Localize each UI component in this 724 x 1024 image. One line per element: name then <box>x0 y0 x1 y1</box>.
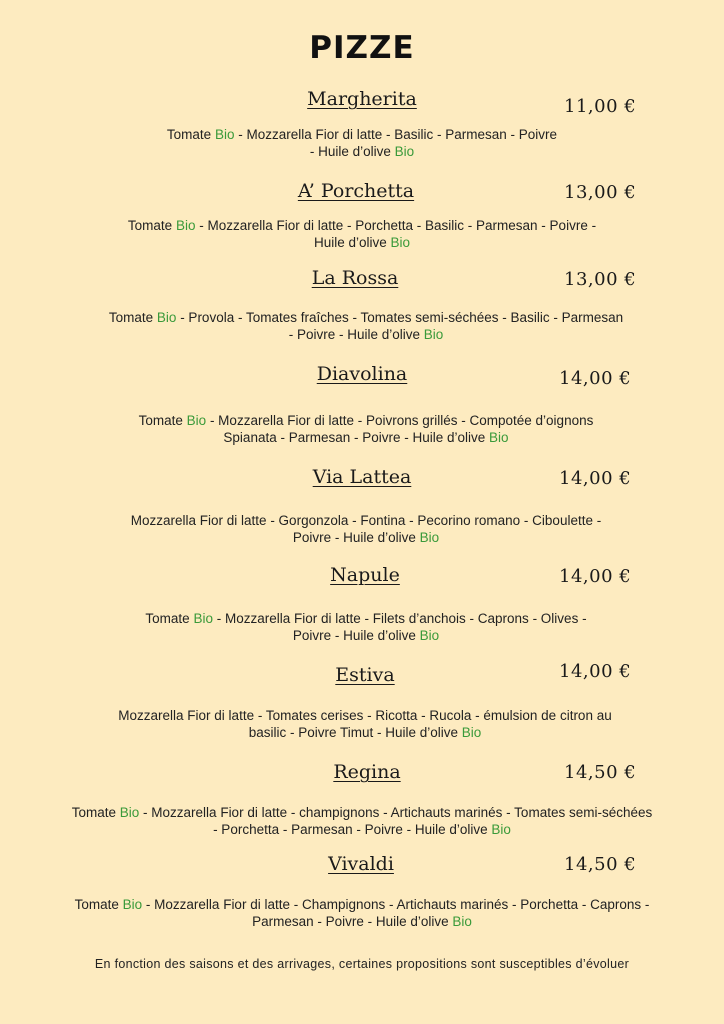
bio-label: Bio <box>423 327 444 342</box>
bio-label: Bio <box>461 725 482 740</box>
pizza-ingredients: Tomate Bio - Provola - Tomates fraîches - Tomates semi-séchées - Basilic - Parmesan - Poivre - Huile d’olive Bio <box>108 310 624 342</box>
pizza-price: 11,00 € <box>564 96 637 117</box>
pizza-name: Estiva <box>335 664 395 686</box>
bio-label: Bio <box>419 530 440 545</box>
bio-label: Bio <box>489 430 509 445</box>
menu-title: PIZZE <box>309 30 415 66</box>
bio-label: Bio <box>394 144 415 159</box>
pizza-name: Napule <box>330 564 400 586</box>
pizza-ingredients: Mozzarella Fior di latte - Gorgonzola - Fontina - Pecorino romano - Ciboulette - Poivre - Huile d’olive Bio <box>130 513 602 545</box>
bio-label: Bio <box>156 310 177 325</box>
pizza-price: 13,00 € <box>564 269 637 290</box>
pizza-price: 13,00 € <box>564 182 637 203</box>
bio-label: Bio <box>175 218 196 233</box>
pizza-ingredients: Tomate Bio - Mozzarella Fior di latte - Champignons - Artichauts marinés - Porchetta - Caprons - Parmesan - Poivre - Huile d’olive Bio <box>74 897 650 929</box>
bio-label: Bio <box>390 235 411 250</box>
pizza-name: Diavolina <box>316 363 408 385</box>
pizza-name: A’ Porchetta <box>297 180 415 202</box>
pizza-price: 14,50 € <box>564 762 637 783</box>
pizza-name: Via Lattea <box>312 466 412 488</box>
pizza-name: La Rossa <box>311 267 399 289</box>
bio-label: Bio <box>122 897 143 912</box>
pizza-ingredients: Tomate Bio - Mozzarella Fior di latte - Basilic - Parmesan - Poivre - Huile d’olive Bio <box>166 127 558 159</box>
pizza-price: 14,00 € <box>559 468 632 489</box>
bio-label: Bio <box>186 413 207 428</box>
pizza-price: 14,50 € <box>564 854 637 875</box>
pizza-price: 14,00 € <box>559 566 632 587</box>
bio-label: Bio <box>214 127 235 142</box>
bio-label: Bio <box>193 611 213 626</box>
pizza-ingredients: Mozzarella Fior di latte - Tomates cerises - Ricotta - Rucola - émulsion de citron au basilic - Poivre Timut - Huile d’olive Bio <box>118 708 612 740</box>
bio-label: Bio <box>452 914 472 929</box>
pizza-name: Margherita <box>307 88 417 110</box>
bio-label: Bio <box>419 628 440 643</box>
pizza-name: Regina <box>333 761 401 783</box>
pizza-ingredients: Tomate Bio - Mozzarella Fior di latte - Filets d’anchois - Caprons - Olives - Poivre - Huile d’olive Bio <box>145 611 587 643</box>
pizza-price: 14,00 € <box>559 661 632 682</box>
pizza-ingredients: Tomate Bio - Mozzarella Fior di latte - Porchetta - Basilic - Parmesan - Poivre - Huile d’olive Bio <box>127 218 597 250</box>
pizza-ingredients: Tomate Bio - Mozzarella Fior di latte - champignons - Artichauts marinés - Tomates semi-séchées - Porchetta - Parmesan - Poivre - Huile d’olive Bio <box>71 805 653 837</box>
bio-label: Bio <box>491 822 511 837</box>
pizza-ingredients: Tomate Bio - Mozzarella Fior di latte - Poivrons grillés - Compotée d’oignons Spianata - Parmesan - Poivre - Huile d’olive Bio <box>138 413 594 445</box>
bio-label: Bio <box>119 805 140 820</box>
pizza-price: 14,00 € <box>559 368 632 389</box>
pizza-name: Vivaldi <box>328 853 394 875</box>
footer-note: En fonction des saisons et des arrivages, certaines propositions sont susceptibles d’évoluer <box>94 957 630 971</box>
